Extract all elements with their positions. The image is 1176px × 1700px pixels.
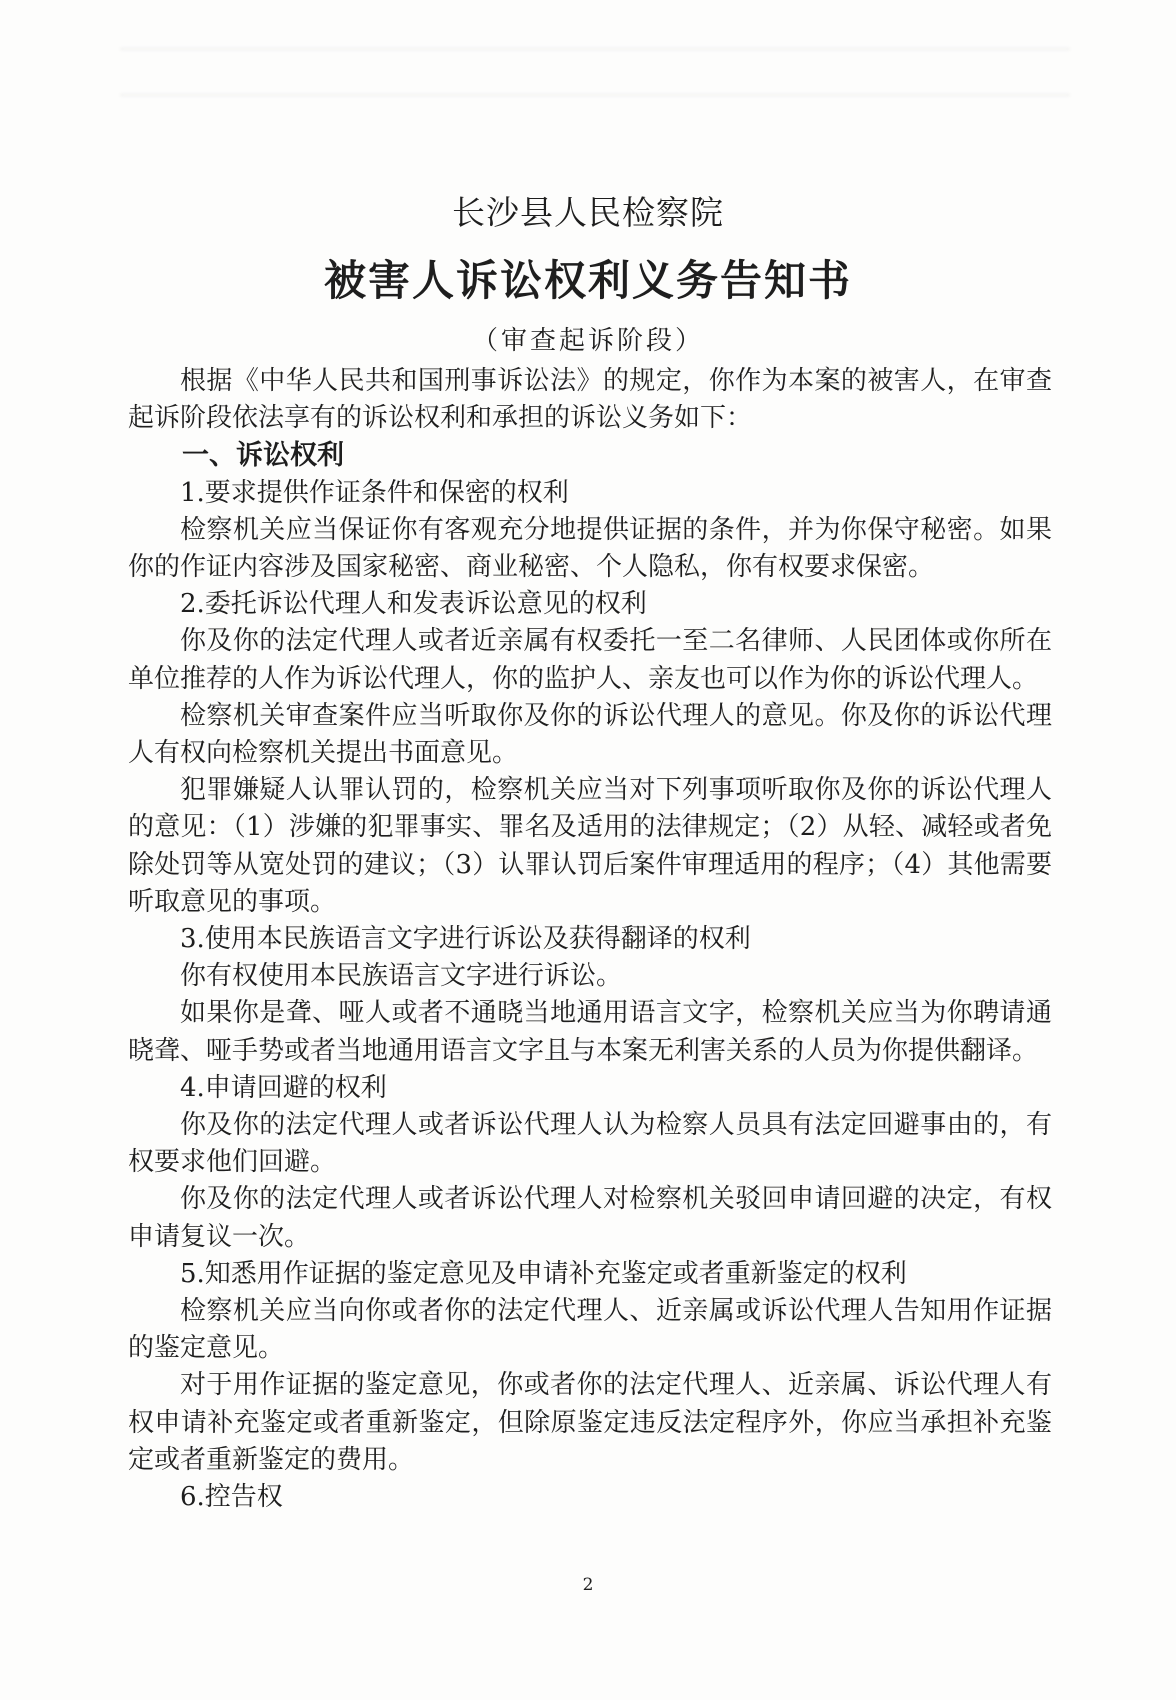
right-paragraph: 检察机关审查案件应当听取你及你的诉讼代理人的意见。你及你的诉讼代理人有权向检察机关提出书面意见。 [128, 700, 1052, 769]
right-paragraph: 犯罪嫌疑人认罪认罚的，检察机关应当对下列事项听取你及你的诉讼代理人的意见：（1）涉嫌的犯罪事实、罪名及适用的法律规定；（2）从轻、减轻或者免除处罚等从宽处罚的建议；（3）认罪认罚后案件审理适用的程序；（4）其他需要听取意见的事项。 [128, 775, 1052, 917]
right-paragraph: 你及你的法定代理人或者诉讼代理人对检察机关驳回申请回避的决定，有权申请复议一次。 [128, 1184, 1052, 1252]
right-paragraph: 如果你是聋、哑人或者不通晓当地通用语言文字，检察机关应当为你聘请通晓聋、哑手势或者当地通用语言文字且与本案无利害关系的人员为你提供翻译。 [128, 998, 1052, 1066]
document-body [128, 363, 1052, 1516]
bleed-through-shadow [120, 28, 1070, 118]
right-title: 6.控告权 [180, 1482, 283, 1513]
right-paragraph: 你及你的法定代理人或者诉讼代理人认为检察人员具有法定回避事由的，有权要求他们回避。 [128, 1110, 1052, 1178]
right-paragraph: 检察机关应当保证你有客观充分地提供证据的条件，并为你保守秘密。如果你的作证内容涉及国家秘密、商业秘密、个人隐私，你有权要求保密。 [128, 514, 1052, 583]
document-subtitle: （审查起诉阶段） [471, 326, 704, 356]
right-paragraph: 你有权使用本民族语言文字进行诉讼。 [180, 961, 623, 992]
right-title: 2.委托诉讼代理人和发表诉讼意见的权利 [180, 589, 647, 620]
document-title: 被害人诉讼权利义务告知书 [323, 256, 852, 305]
right-paragraph: 对于用作证据的鉴定意见，你或者你的法定代理人、近亲属、诉讼代理人有权申请补充鉴定或者重新鉴定，但除原鉴定违反法定程序外，你应当承担补充鉴定或者重新鉴定的费用。 [128, 1370, 1052, 1475]
right-paragraph: 你及你的法定代理人或者近亲属有权委托一至二名律师、人民团体或你所在单位推荐的人作为诉讼代理人，你的监护人、亲友也可以作为你的诉讼代理人。 [128, 626, 1052, 694]
right-title: 1.要求提供作证条件和保密的权利 [180, 477, 569, 508]
right-title: 5.知悉用作证据的鉴定意见及申请补充鉴定或者重新鉴定的权利 [180, 1258, 907, 1289]
page-number: 2 [582, 1575, 594, 1595]
right-title: 3.使用本民族语言文字进行诉讼及获得翻译的权利 [180, 924, 751, 955]
issuing-organization: 长沙县人民检察院 [452, 193, 724, 232]
right-title: 4.申请回避的权利 [180, 1072, 387, 1103]
right-paragraph: 检察机关应当向你或者你的法定代理人、近亲属或诉讼代理人告知用作证据的鉴定意见。 [128, 1296, 1052, 1364]
section-heading-rights: 一、诉讼权利 [182, 440, 344, 472]
intro-paragraph: 根据《中华人民共和国刑事诉讼法》的规定，你作为本案的被害人，在审查起诉阶段依法享有的诉讼权利和承担的诉讼义务如下： [128, 366, 1052, 434]
